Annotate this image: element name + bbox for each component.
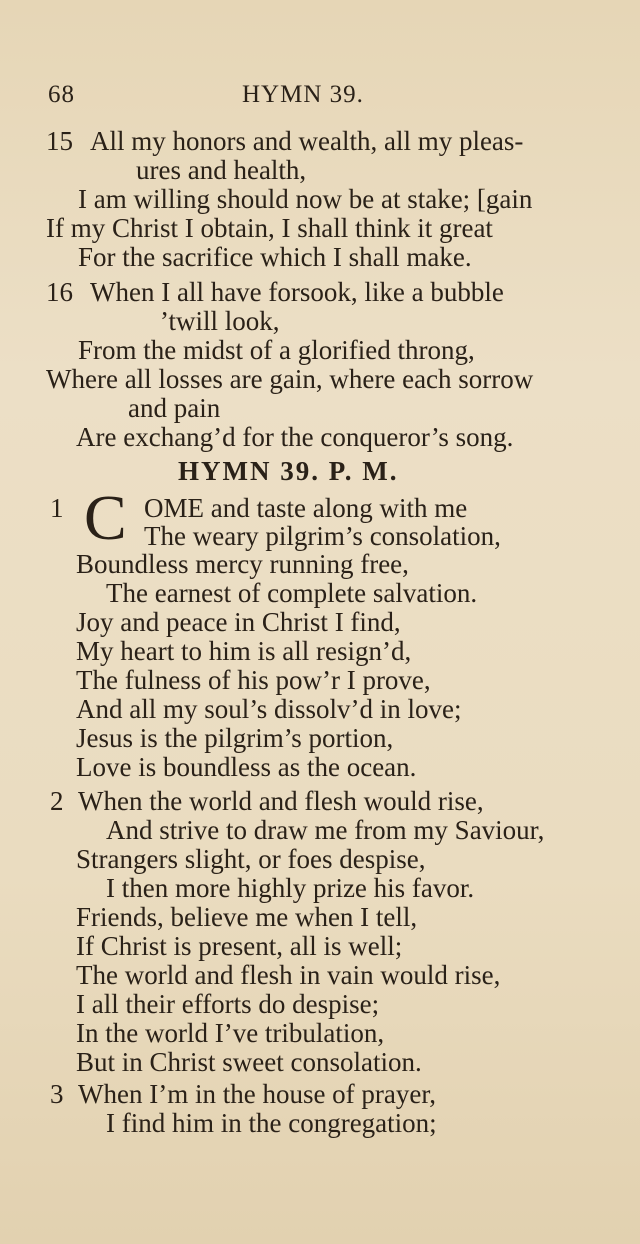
verse-line: Strangers slight, or foes despise, [76,844,426,874]
verse-line: Joy and peace in Christ I find, [76,607,401,637]
verse-line: ures and health, [136,155,307,185]
verse-line: I then more highly prize his favor. [106,873,475,903]
verse-line: And strive to draw me from my Saviour, [106,815,545,845]
verse-line: If my Christ I obtain, I shall think it great [46,213,493,243]
verse-line: When I’m in the house of prayer, [78,1079,437,1109]
verse-number: 2 [50,786,64,816]
verse-line: Love is boundless as the ocean. [76,752,417,782]
verse-line: The fulness of his pow’r I prove, [76,665,431,695]
verse-line: Boundless mercy running free, [76,549,409,579]
verse-number: 15 [46,126,73,156]
verse-line: Jesus is the pilgrim’s portion, [76,723,394,753]
hymn-title: HYMN 39. P. M. [178,456,399,486]
verse-number: 16 [46,277,73,307]
page-number: 68 [48,81,75,108]
verse-number: 1 [50,493,64,523]
verse-number: 3 [50,1079,64,1109]
verse-line: I find him in the congregation; [106,1108,437,1138]
verse-line: Friends, believe me when I tell, [76,902,418,932]
verse-line: I all their efforts do despise; [76,989,380,1019]
running-title: HYMN 39. [242,81,364,108]
verse-line: Where all losses are gain, where each sorrow [46,364,534,394]
drop-cap: C [84,482,127,553]
verse-line: The world and flesh in vain would rise, [76,960,501,990]
verse-line: Are exchang’d for the conqueror’s song. [76,422,514,452]
verse-line: All my honors and wealth, all my pleas- [90,126,524,156]
verse-line: From the midst of a glorified throng, [78,335,475,365]
verse-line: My heart to him is all resign’d, [76,636,412,666]
verse-line: When I all have forsook, like a bubble [90,277,504,307]
verse-line: But in Christ sweet consolation. [76,1047,422,1077]
verse-line: And all my soul’s dissolv’d in love; [76,694,462,724]
verse-line: I am willing should now be at stake; [gain [78,184,533,214]
verse-line: When the world and flesh would rise, [78,786,484,816]
verse-line: OME and taste along with me [144,493,468,523]
verse-line: The weary pilgrim’s consolation, [144,521,501,551]
verse-line: In the world I’ve tribulation, [76,1018,385,1048]
verse-line: If Christ is present, all is well; [76,931,403,961]
verse-line: For the sacrifice which I shall make. [78,242,472,272]
verse-line: ’twill look, [160,306,280,336]
verse-line: and pain [128,393,221,423]
verse-line: The earnest of complete salvation. [106,578,478,608]
